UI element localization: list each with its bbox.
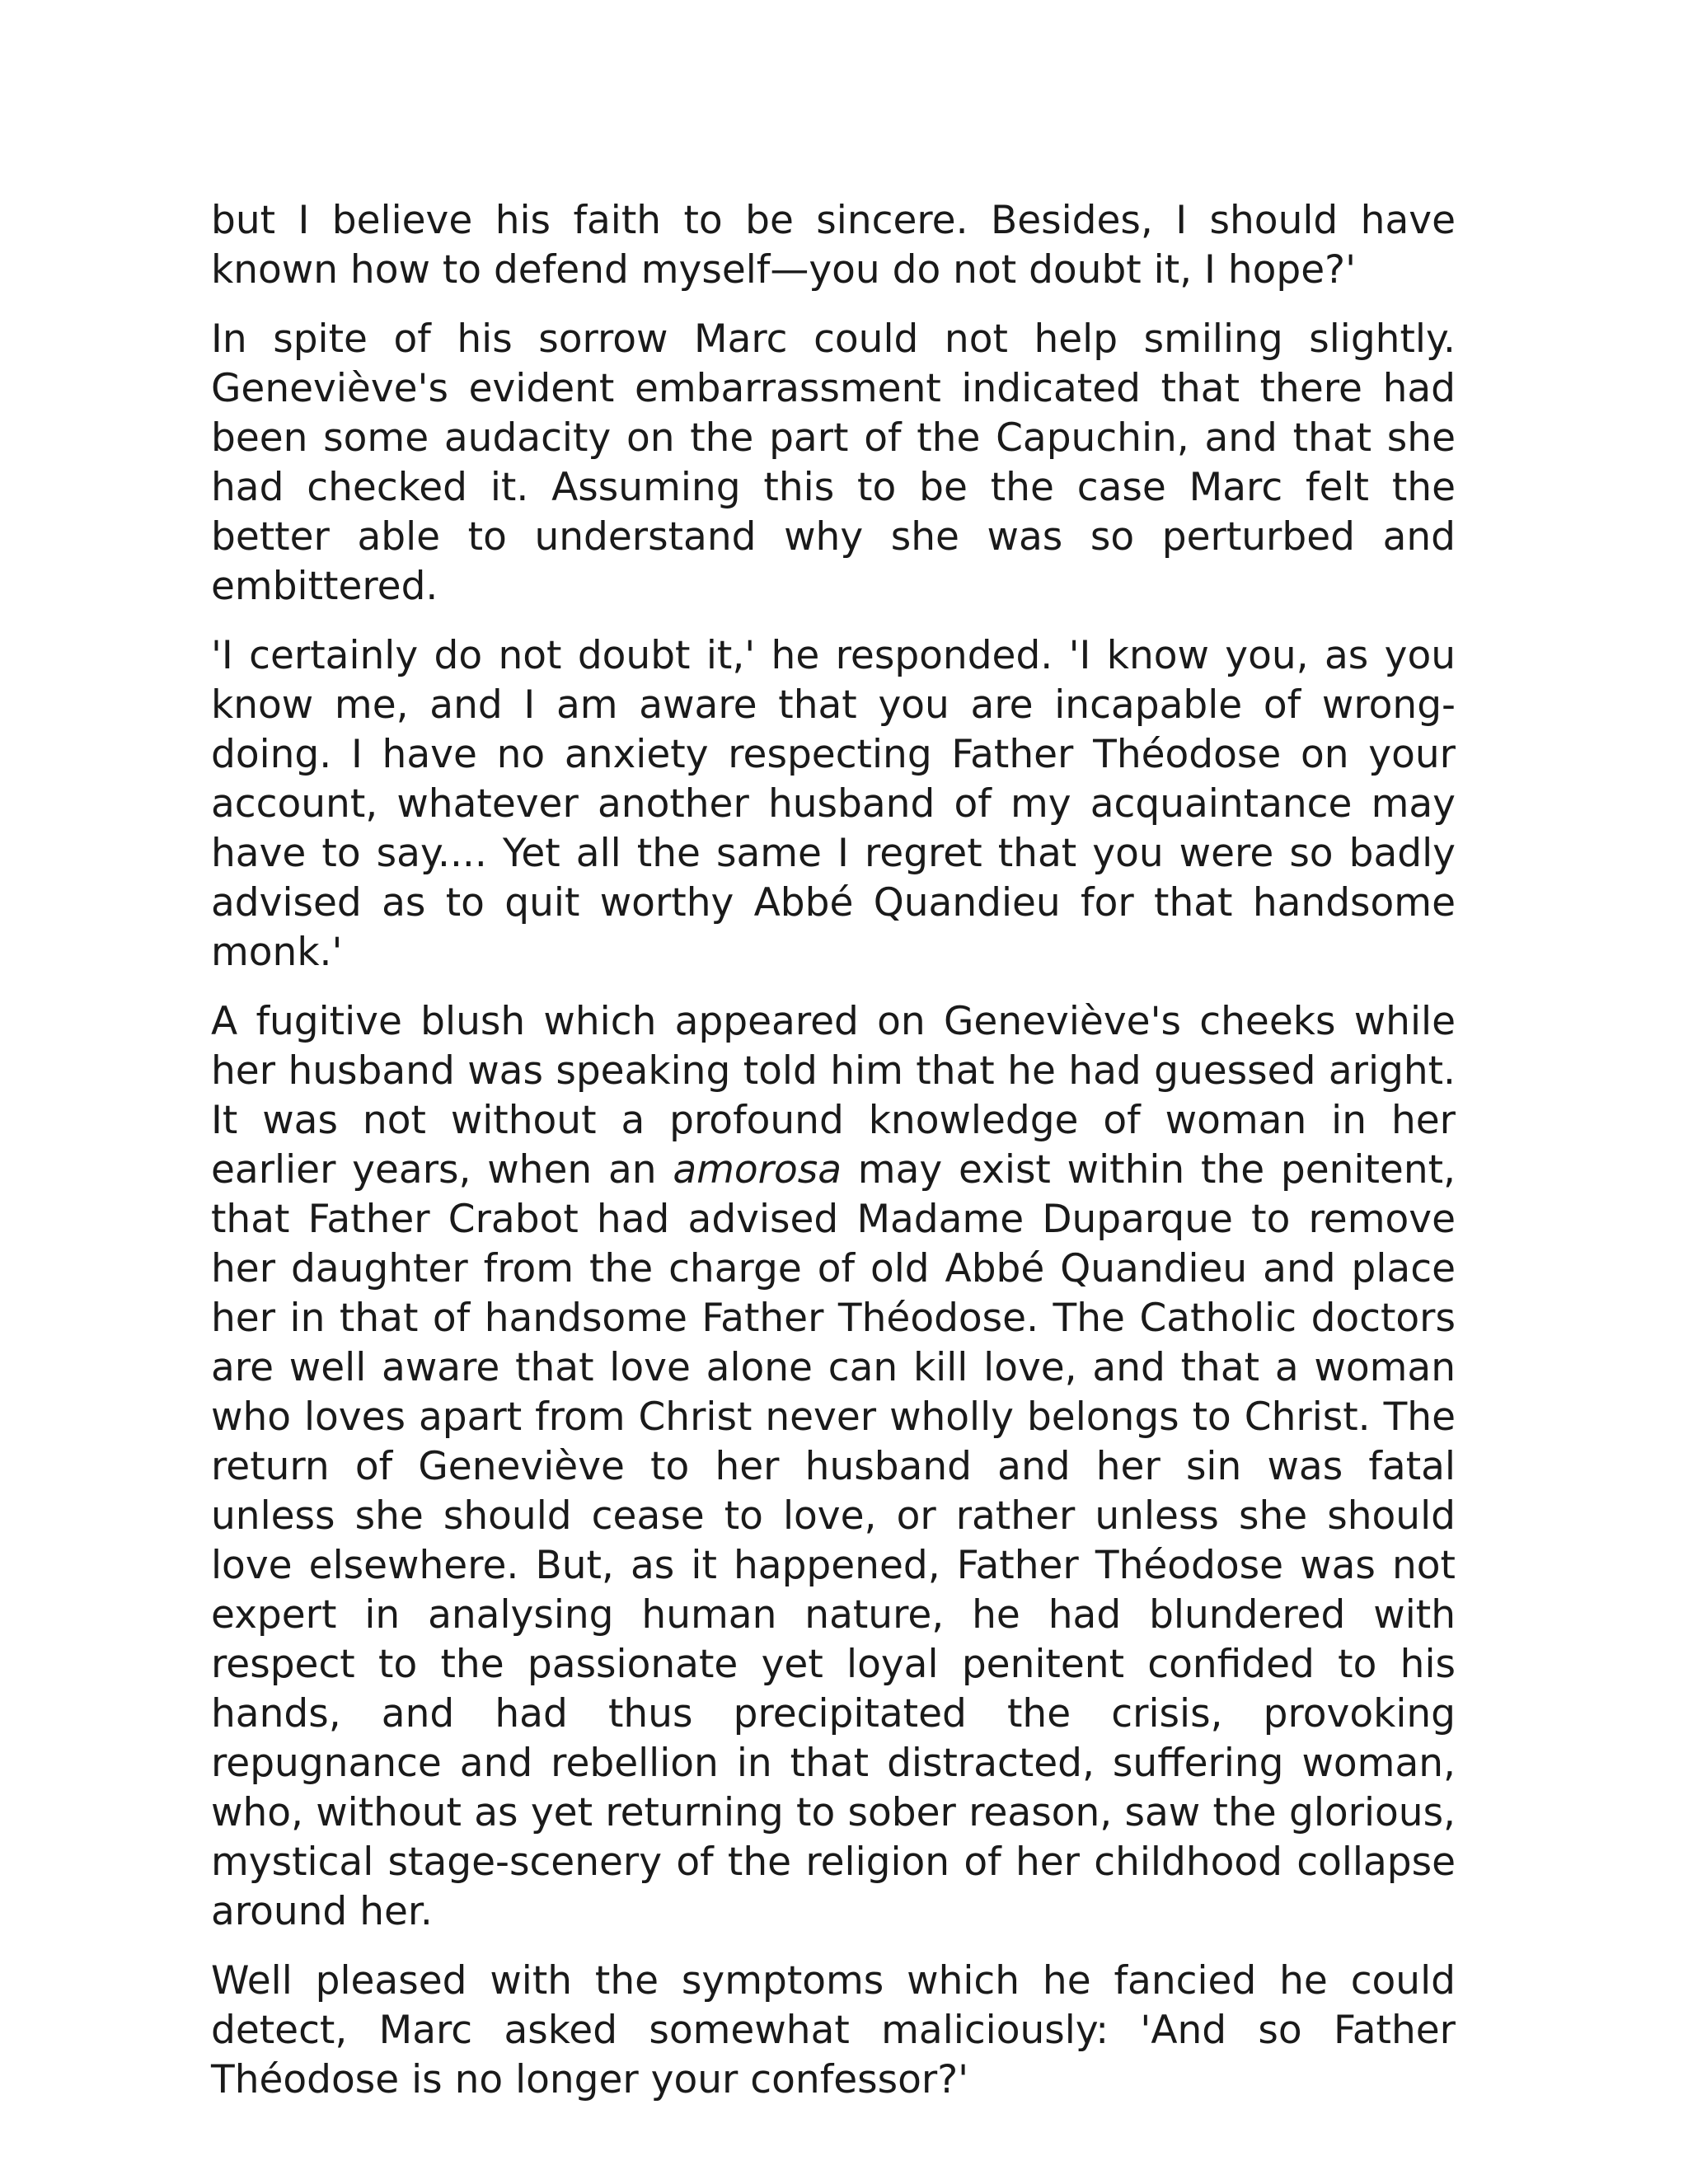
paragraph-text: A fugitive blush which appeared on Geneviève's cheeks while her husband was speaking told him that he had guessed aright. It was not without a profound knowledge of woman in her earlier years, when an bbox=[211, 999, 1456, 1193]
paragraph-text: may exist within the penitent, that Father Crabot had advised Madame Duparque to remove her daughter from the charge of old Abbé Quandieu and place her in that of handsome Father Théodose. The Catholic doctors are well aware that love alone can kill love, and that a woman who loves apart from Christ never wholly belongs to Christ. The return of Geneviève to her husband and her sin was fatal unless she should cease to love, or rather unless she should love elsewhere. But, as it happened, Father Théodose was not expert in analysing human nature, he had blundered with respect to the passionate yet loyal penitent confided to his hands, and had thus precipitated the crisis, provoking repugnance and rebellion in that distracted, suffering woman, who, without as yet returning to sober reason, saw the glorious, mystical stage-scenery of the religion of her childhood collapse around her. bbox=[211, 1147, 1456, 1934]
document-page bbox=[211, 196, 1456, 2125]
paragraph: In spite of his sorrow Marc could not help smiling slightly. Geneviève's evident embarrassment indicated that there had been some audacity on the part of the Capuchin, and that she had checked it. Assuming this to be the case Marc felt the better able to understand why she was so perturbed and embittered. bbox=[211, 316, 1456, 609]
emphasized-word: amorosa bbox=[673, 1147, 842, 1193]
paragraph bbox=[211, 997, 1456, 1937]
paragraph: but I believe his faith to be sincere. Besides, I should have known how to defend myself—you do not doubt it, I hope?' bbox=[211, 198, 1456, 293]
paragraph: 'I certainly do not doubt it,' he responded. 'I know you, as you know me, and I am aware that you are incapable of wrong-doing. I have no anxiety respecting Father Théodose on your account, whatever another husband of my acquaintance may have to say.... Yet all the same I regret that you were so badly advised as to quit worthy Abbé Quandieu for that handsome monk.' bbox=[211, 633, 1456, 975]
paragraph: Well pleased with the symptoms which he fancied he could detect, Marc asked somewhat maliciously: 'And so Father Théodose is no longer your confessor?' bbox=[211, 1958, 1456, 2102]
